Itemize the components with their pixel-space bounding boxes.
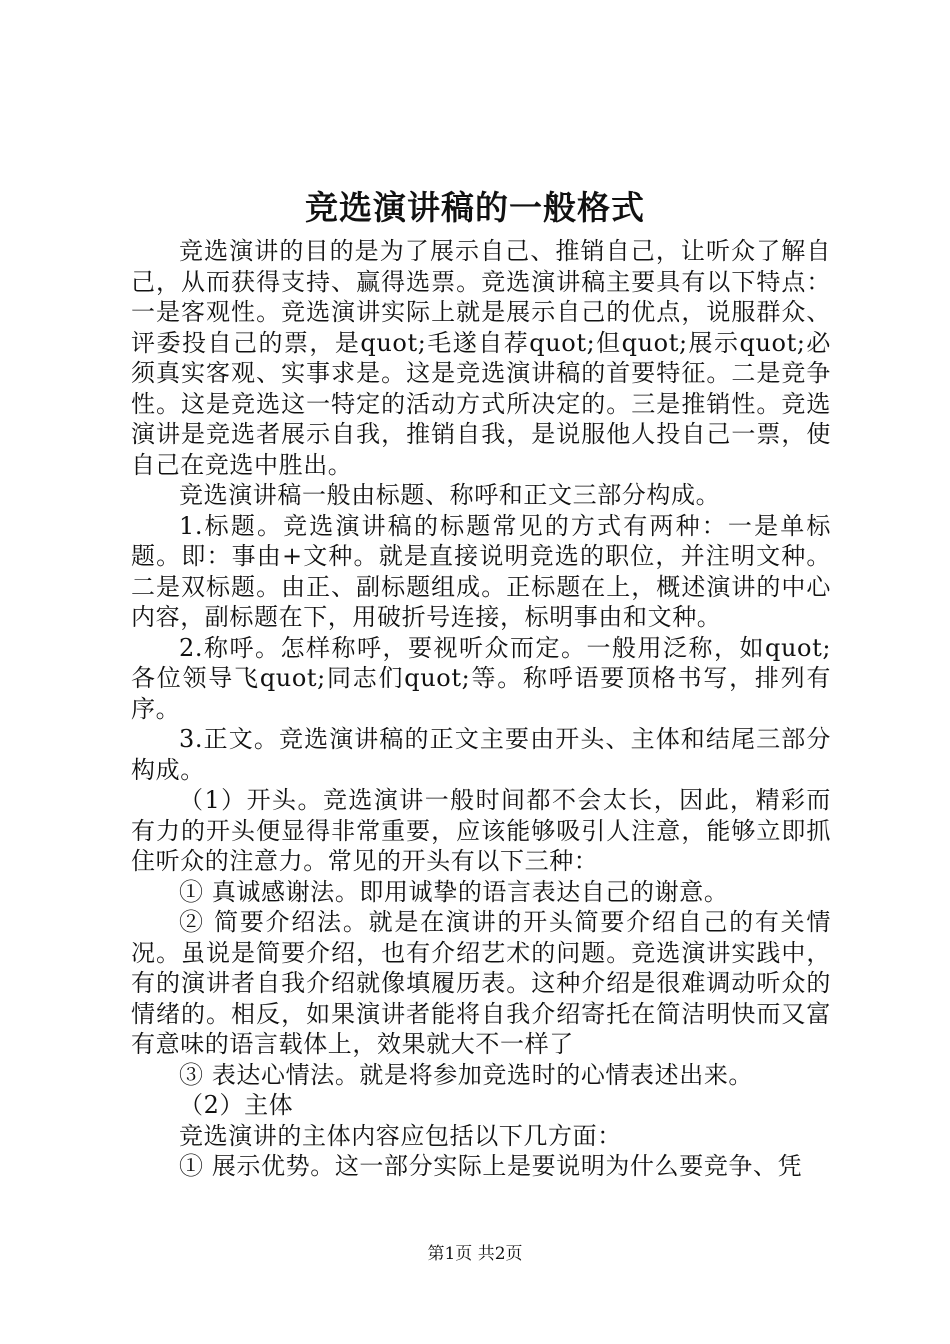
title-section-paragraph: 1.标题。竞选演讲稿的标题常见的方式有两种：一是单标题。即：事由+文种。就是直接说明竞选的职位，并注明文种。二是双标题。由正、副标题组成。正标题在上，概述演讲的中心内容，副标题在下，用破折号连接，标明事由和文种。 — [131, 511, 831, 631]
opening-subsection-paragraph: （1）开头。竞选演讲一般时间都不会太长，因此，精彩而有力的开头便显得非常重要，应该能够吸引人注意，能够立即抓住听众的注意力。常见的开头有以下三种： — [131, 786, 831, 875]
salutation-section-paragraph: 2.称呼。怎样称呼，要视听众而定。一般用泛称，如quot;各位领导飞quot;同志们quot;等。称呼语要顶格书写，排列有序。 — [131, 633, 831, 723]
list-item-introduction: ② 简要介绍法。就是在演讲的开头简要介绍自己的有关情况。虽说是简要介绍，也有介绍艺术的问题。竞选演讲实践中，有的演讲者自我介绍就像填履历表。这种介绍是很难调动听众的情绪的。相反，如果演讲者能将自我介绍寄托在简洁明快而又富有意味的语言载体上，效果就大不一样了 — [131, 908, 831, 1058]
list-item-feelings: ③ 表达心情法。就是将参加竞选时的心情表述出来。 — [179, 1060, 754, 1089]
document-title: 竞选演讲稿的一般格式 — [305, 188, 645, 227]
main-body-intro: 竞选演讲的主体内容应包括以下几方面： — [179, 1121, 622, 1150]
list-item-thanks: ① 真诚感谢法。即用诚挚的语言表达自己的谢意。 — [179, 877, 729, 906]
intro-paragraph: 竞选演讲的目的是为了展示自己、推销自己，让听众了解自己，从而获得支持、赢得选票。竞选演讲稿主要具有以下特点：一是客观性。竞选演讲实际上就是展示自己的优点，说服群众、评委投自己的票，是quot;毛遂自荐quot;但quot;展示quot;必须真实客观、实事求是。这是竞选演讲稿的首要特征。二是竞争性。这是竞选这一特定的活动方式所决定的。三是推销性。竞选演讲是竞选者展示自我，推销自我，是说服他人投自己一票，使自己在竞选中胜出。 — [131, 237, 831, 479]
main-body-heading: （2）主体 — [179, 1091, 294, 1119]
structure-paragraph: 竞选演讲稿一般由标题、称呼和正文三部分构成。 — [179, 481, 721, 509]
body-section-paragraph: 3.正文。竞选演讲稿的正文主要由开头、主体和结尾三部分构成。 — [131, 725, 831, 784]
page-number-footer: 第1页 共2页 — [427, 1244, 523, 1264]
list-item-strengths: ① 展示优势。这一部分实际上是要说明为什么要竞争、凭 — [179, 1152, 803, 1180]
document-body — [131, 236, 831, 1182]
